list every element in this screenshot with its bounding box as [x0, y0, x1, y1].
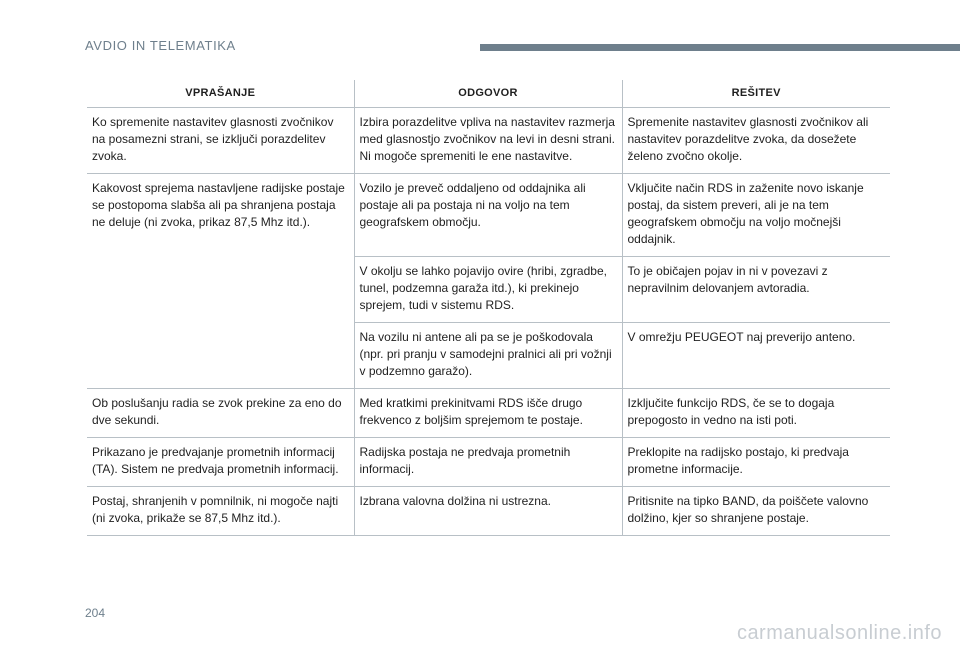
table-row: [87, 323, 890, 389]
question-cell: [87, 323, 354, 389]
table-row: [87, 174, 890, 257]
question-cell: Kakovost sprejema nastavljene radijske postaje se postopoma slabša ali pa shranjena postaja ne deluje (ni zvoka, prikaz 87,5 Mhz itd.).: [92, 181, 345, 229]
watermark: carmanualsonline.info: [736, 622, 942, 644]
column-header-question: VPRAŠANJE: [87, 80, 354, 108]
solution-cell: Vključite način RDS in zaženite novo iskanje postaj, da sistem preveri, ali je na tem geografskem območju na voljo močnejši oddajnik.: [622, 174, 890, 257]
question-cell: Ko spremenite nastavitev glasnosti zvočnikov na posamezni strani, se izključi porazdelitev zvoka.: [87, 108, 354, 174]
troubleshooting-table: [87, 80, 890, 536]
column-header-answer: ODGOVOR: [354, 80, 622, 108]
table-row: [87, 108, 890, 174]
solution-cell: Preklopite na radijsko postajo, ki predvaja prometne informacije.: [622, 438, 890, 487]
solution-cell: V omrežju PEUGEOT naj preverijo anteno.: [622, 323, 890, 389]
table-row: [87, 438, 890, 487]
page-number: 204: [85, 606, 106, 620]
column-header-solution: REŠITEV: [622, 80, 890, 108]
table-row: [87, 257, 890, 323]
solution-cell: To je običajen pojav in ni v povezavi z nepravilnim delovanjem avtoradia.: [622, 257, 890, 323]
solution-cell: Pritisnite na tipko BAND, da poiščete valovno dolžino, kjer so shranjene postaje.: [622, 487, 890, 536]
solution-cell: Spremenite nastavitev glasnosti zvočnikov ali nastavitev porazdelitve zvoka, da dosežete želeno zvočno okolje.: [622, 108, 890, 174]
answer-cell: Na vozilu ni antene ali pa se je poškodovala (npr. pri pranju v samodejni pralnici ali pri vožnji v podzemno garažo).: [354, 323, 622, 389]
solution-cell: Izključite funkcijo RDS, če se to dogaja prepogosto in vedno na isti poti.: [622, 389, 890, 438]
question-cell: [87, 257, 354, 323]
table-row: [87, 487, 890, 536]
answer-cell: Vozilo je preveč oddaljeno od oddajnika ali postaje ali pa postaja ni na voljo na tem geografskem območju.: [354, 174, 622, 257]
section-title: AVDIO IN TELEMATIKA: [85, 38, 236, 53]
table-header-row: [87, 80, 890, 108]
answer-cell: Izbrana valovna dolžina ni ustrezna.: [354, 487, 622, 536]
header-bar: [480, 44, 960, 51]
question-cell: Postaj, shranjenih v pomnilnik, ni mogoče najti (ni zvoka, prikaže se 87,5 Mhz itd.).: [87, 487, 354, 536]
question-cell: Ob poslušanju radia se zvok prekine za eno do dve sekundi.: [87, 389, 354, 438]
answer-cell: Izbira porazdelitve vpliva na nastavitev razmerja med glasnostjo zvočnikov na levi in desni strani. Ni mogoče spremeniti le ene nastavitve.: [354, 108, 622, 174]
answer-cell: V okolju se lahko pojavijo ovire (hribi, zgradbe, tunel, podzemna garaža itd.), ki prekinejo sprejem, tudi v sistemu RDS.: [354, 257, 622, 323]
answer-cell: Med kratkimi prekinitvami RDS išče drugo frekvenco z boljšim sprejemom te postaje.: [354, 389, 622, 438]
question-cell: Prikazano je predvajanje prometnih informacij (TA). Sistem ne predvaja prometnih informacij.: [87, 438, 354, 487]
table-row: [87, 389, 890, 438]
answer-cell: Radijska postaja ne predvaja prometnih informacij.: [354, 438, 622, 487]
